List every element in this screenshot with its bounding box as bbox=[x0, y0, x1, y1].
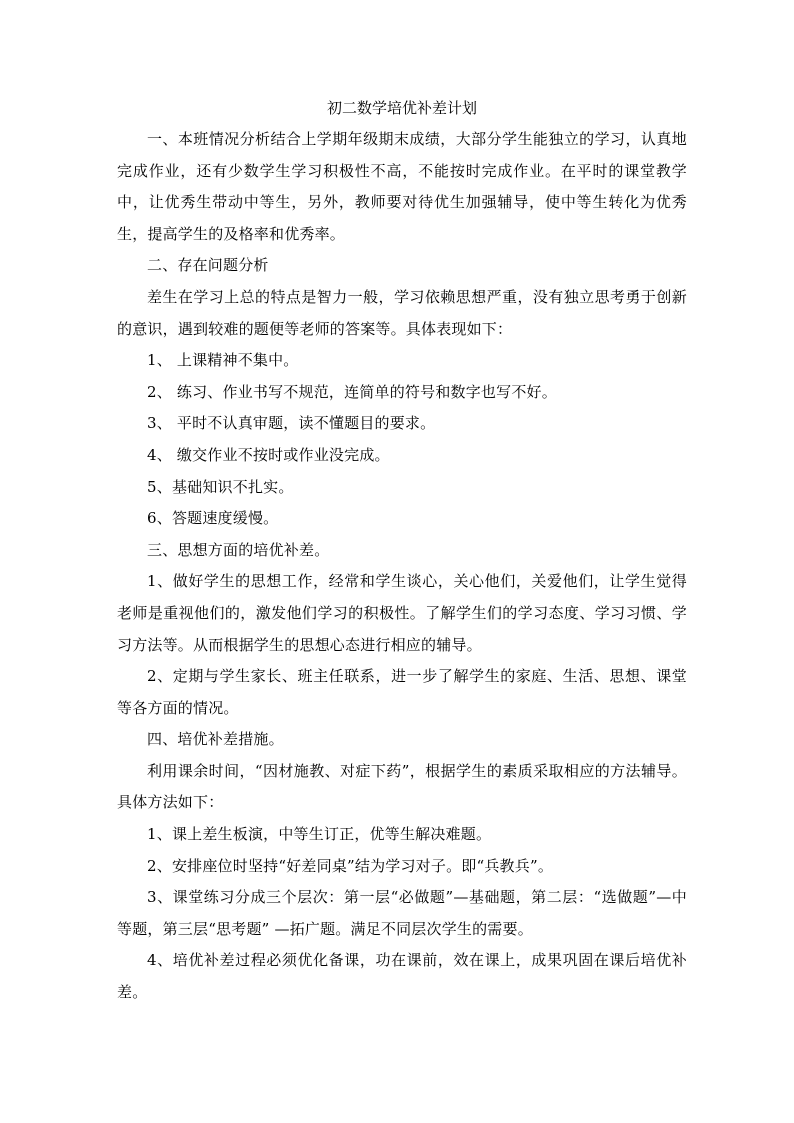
document-title: 初二数学培优补差计划 bbox=[326, 99, 477, 117]
heading-problem-analysis: 二、存在问题分析 bbox=[147, 256, 269, 275]
list-item-5: 5、基础知识不扎实。 bbox=[147, 477, 294, 496]
list-item-3: 3、 平时不认真审题，读不懂题目的要求。 bbox=[147, 414, 436, 433]
paragraph-ideology-2: 2、定期与学生家长、班主任联系，进一步了解学生的家庭、生活、思想、课堂等各方面的情况。 bbox=[117, 667, 687, 717]
paragraph-measure-3: 3、课堂练习分成三个层次：第一层“必做题”—基础题，第二层：“选做题”—中等题，第三层“思考题” —拓广题。满足不同层次学生的需要。 bbox=[117, 888, 687, 938]
list-item-6: 6、答题速度缓慢。 bbox=[147, 509, 279, 528]
heading-measures: 四、培优补差措施。 bbox=[147, 730, 284, 749]
list-item-1: 1、 上课精神不集中。 bbox=[147, 351, 299, 370]
paragraph-situation-analysis: 一、本班情况分析结合上学期年级期末成绩，大部分学生能独立的学习，认真地完成作业，还有少数学生学习积极性不高，不能按时完成作业。在平时的课堂教学中，让优秀生带动中等生，另外，教师要对待优生加强辅导，使中等生转化为优秀生，提高学生的及格率和优秀率。 bbox=[117, 130, 687, 243]
list-item-2: 2、 练习、作业书写不规范，连简单的符号和数字也写不好。 bbox=[147, 382, 557, 401]
heading-ideology: 三、思想方面的培优补差。 bbox=[147, 540, 330, 559]
paragraph-ideology-1: 1、做好学生的思想工作，经常和学生谈心，关心他们，关爱他们，让学生觉得老师是重视他们的，激发他们学习的积极性。了解学生们的学习态度、学习习惯、学习方法等。从而根据学生的思想心态进行相应的辅导。 bbox=[117, 572, 687, 654]
paragraph-weak-students-traits: 差生在学习上总的特点是智力一般，学习依赖思想严重，没有独立思考勇于创新的意识，遇到较难的题便等老师的答案等。具体表现如下： bbox=[117, 287, 687, 338]
paragraph-measure-2: 2、安排座位时坚持“好差同桌”结为学习对子。即“兵教兵”。 bbox=[147, 856, 554, 875]
document-body bbox=[117, 98, 687, 1009]
paragraph-measure-4: 4、培优补差过程必须优化备课，功在课前，效在课上，成果巩固在课后培优补差。 bbox=[117, 951, 687, 1002]
paragraph-measure-1: 1、课上差生板演，中等生订正，优等生解决难题。 bbox=[147, 825, 492, 844]
list-item-4: 4、 缴交作业不按时或作业没完成。 bbox=[147, 445, 390, 464]
paragraph-measures-intro: 利用课余时间，“因材施教、对症下药”，根据学生的素质采取相应的方法辅导。具体方法如下： bbox=[117, 761, 687, 812]
